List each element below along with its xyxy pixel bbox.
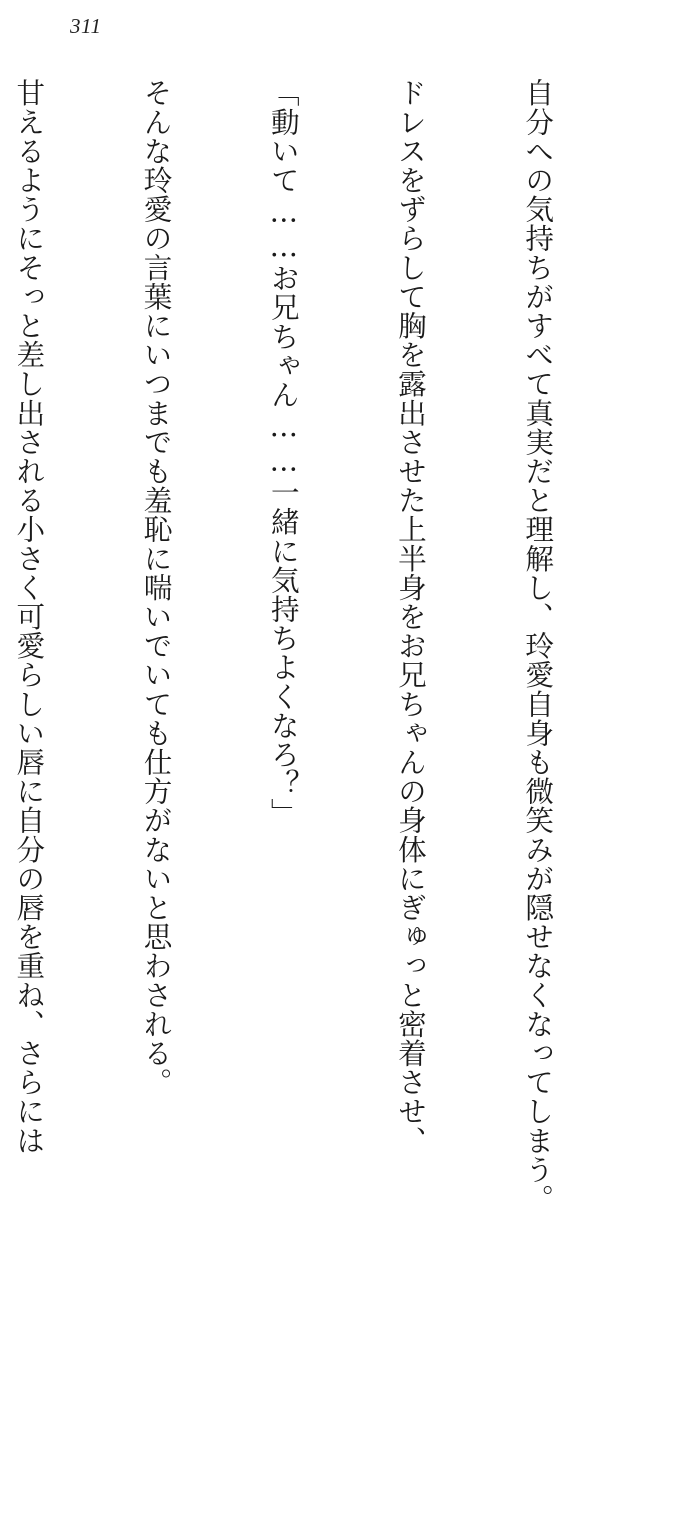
text-line: そんな玲愛の言葉にいつまでも羞恥に喘いでいても仕方がないと思わされる。 xyxy=(139,78,174,1097)
text-line: 「動いて……お兄ちゃん……一緒に気持ちよくなろ？」 xyxy=(266,78,301,828)
text-line: 甘えるようにそっと差し出される小さく可愛らしい唇に自分の唇を重ね、さらには xyxy=(12,78,47,1155)
vertical-text-body xyxy=(12,78,644,1213)
page-number: 311 xyxy=(70,14,102,38)
text-line: ドレスをずらして胸を露出させた上半身をお兄ちゃんの身体にぎゅっと密着させ、 xyxy=(393,78,428,1155)
text-line: 自分への気持ちがすべて真実だと理解し、玲愛自身も微笑みが隠せなくなってしまう。 xyxy=(521,78,556,1213)
